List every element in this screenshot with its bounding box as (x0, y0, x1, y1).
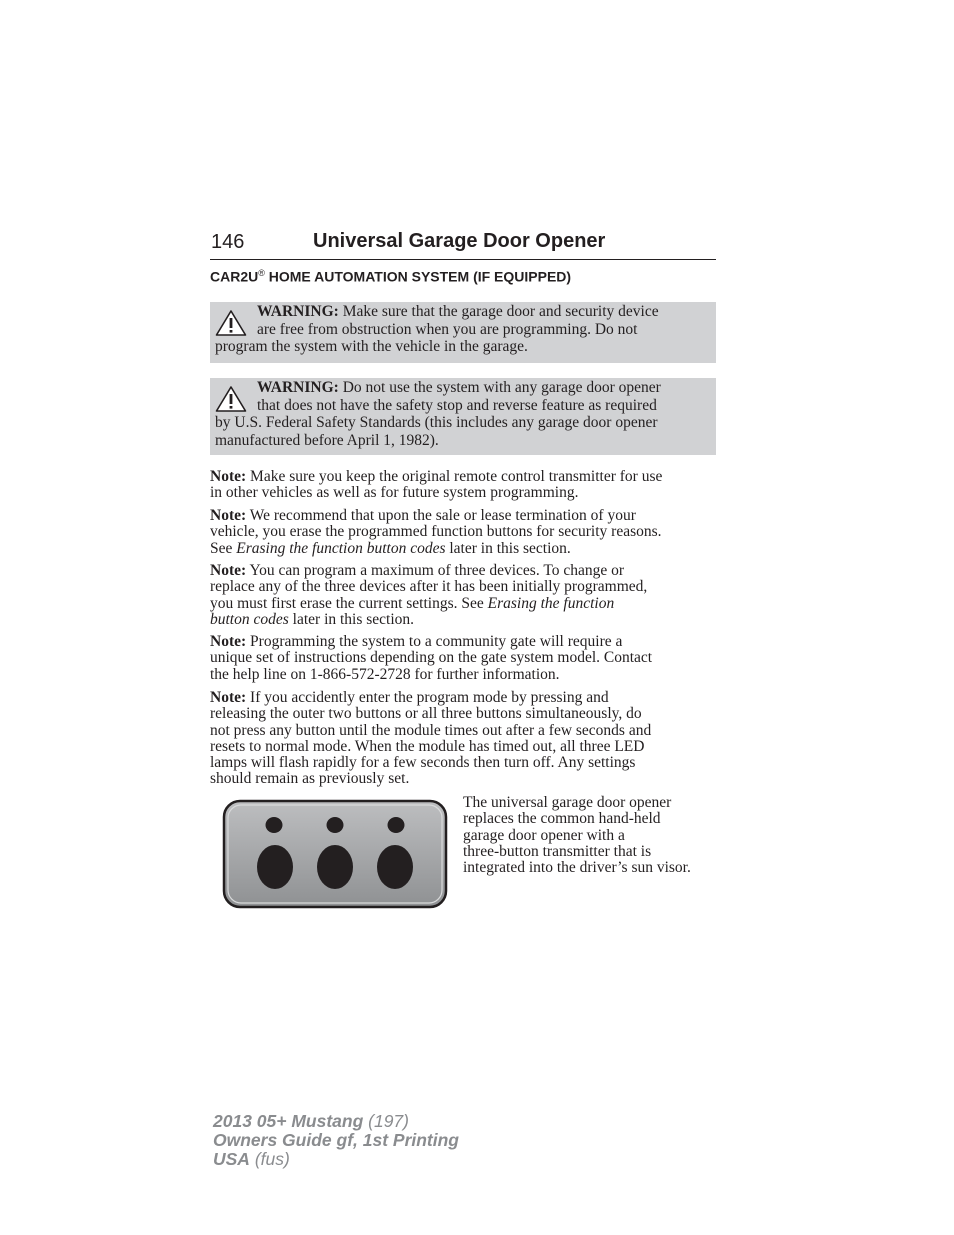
note-paragraph: Note: Make sure you keep the original remote control transmitter for use in other vehicles as well as for future system programming. (210, 468, 663, 502)
transmitter-button-2 (317, 845, 353, 889)
page-title: Universal Garage Door Opener (313, 230, 606, 252)
note-label: Note: (210, 633, 247, 650)
note-label: Note: (210, 468, 247, 485)
note-label: Note: (210, 562, 247, 579)
section-title: CAR2U® HOME AUTOMATION SYSTEM (IF EQUIPPED) (210, 268, 572, 285)
warning-triangle-icon (215, 309, 247, 337)
note-paragraph: Note: We recommend that upon the sale or lease termination of your vehicle, you erase the programmed function buttons for security reasons. See Erasing the function button codes later in this section. (210, 507, 662, 557)
cross-reference: button codes (210, 610, 289, 628)
warning-triangle-icon (215, 385, 247, 413)
transmitter-button-1 (257, 845, 293, 889)
garage-opener-buttons-illustration (222, 799, 448, 909)
warning-box: WARNING: Do not use the system with any garage door opener that does not have the safety stop and reverse feature as required by U.S. Federal Safety Standards (this includes any garage door opener manufactured before April 1, 1982). (210, 378, 716, 455)
transmitter-button-3 (377, 845, 413, 889)
note-label: Note: (210, 507, 247, 524)
note-paragraph: Note: If you accidently enter the program mode by pressing and releasing the outer two buttons or all three buttons simultaneously, do not press any button until the module times out after a few seconds and resets to normal mode. When the module has timed out, all three LED lamps will flash rapidly for a few seconds then turn off. Any settings should remain as previously set. (210, 689, 652, 788)
note-label: Note: (210, 689, 247, 706)
led-indicator (266, 817, 283, 833)
led-indicator (388, 817, 405, 833)
warning-label: WARNING: (257, 303, 339, 320)
note-paragraph: Note: Programming the system to a community gate will require a unique set of instructions depending on the gate system model. Contact the help line on 1-866-572-2728 for further information. (210, 633, 653, 683)
note-paragraph: Note: You can program a maximum of three devices. To change or replace any of the three devices after it has been initially programmed, you must first erase the current settings. See Erasing the function button codes later in this section. (210, 562, 648, 628)
figure-description: The universal garage door opener replaces the common hand-held garage door opener with a three-button transmitter that is integrated into the driver’s sun visor. (463, 794, 691, 877)
page-footer: 2013 05+ Mustang (197) Owners Guide gf, 1st Printing USA (fus) (213, 1111, 459, 1169)
led-indicator (327, 817, 344, 833)
cross-reference: Erasing the function button codes (236, 539, 446, 557)
page-number: 146 (211, 231, 245, 253)
registered-mark: ® (258, 268, 265, 278)
cross-reference: Erasing the function (487, 594, 615, 612)
page-header (210, 229, 716, 260)
warning-box: WARNING: Make sure that the garage door and security device are free from obstruction when you are programming. Do not program the system with the vehicle in the garage. (210, 302, 716, 363)
warning-label: WARNING: (257, 379, 339, 396)
